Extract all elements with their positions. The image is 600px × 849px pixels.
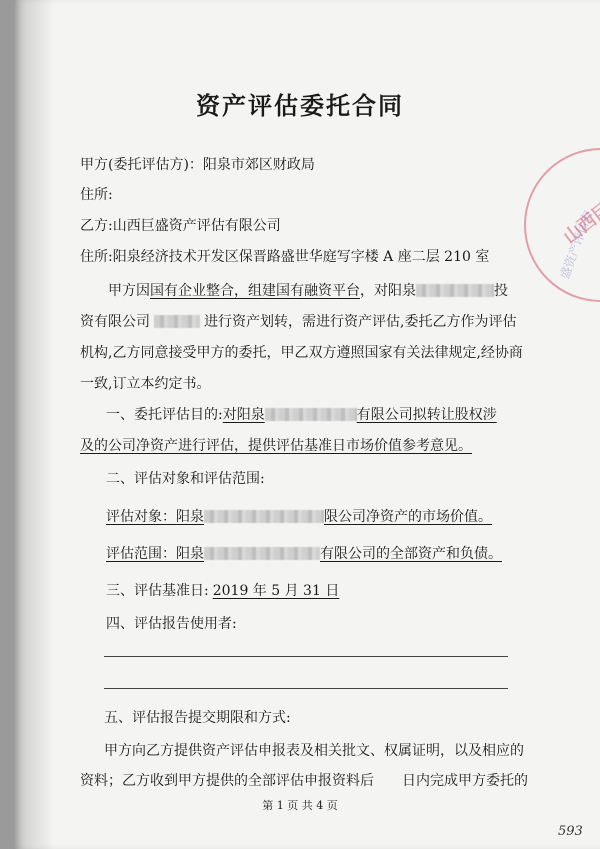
section-5-line-2 (80, 770, 528, 790)
purpose-text: 有限公司拟转让股权涉 (356, 407, 497, 423)
intro-line-4: 一致,订立本约定书。 (80, 376, 211, 392)
page-footer: 第 1 页 共 4 页 (262, 799, 338, 812)
redacted-company-name (204, 510, 324, 523)
object-text: 限公司净资产的市场价值。 (324, 509, 492, 525)
section-1-heading: 一、委托评估目的: (106, 407, 223, 423)
blank-fill-line (104, 688, 508, 689)
intro-line-3: 机构,乙方同意接受甲方的委托，甲乙双方遵照国家有关法律规定,经协商 (80, 345, 523, 361)
intro-text: 投 (494, 283, 508, 299)
document-page (14, 0, 600, 849)
party-a-address: 住所: (80, 187, 113, 203)
section-5-line-1: 甲方向乙方提供资产评估申报表及相关批文、权属证明，以及相应的 (104, 743, 524, 759)
intro-line-1 (108, 280, 508, 300)
object-label: 评估对象：阳泉 (106, 509, 204, 525)
party-b: 乙方:山西巨盛资产评估有限公司 (80, 218, 281, 234)
party-a: 甲方(委托评估方)：阳泉市郊区财政局 (80, 157, 315, 173)
intro-text: 进行资产划转，需进行资产评估,委托乙方作为评估 (204, 314, 517, 330)
valuation-scope (106, 543, 502, 563)
redacted-company-name (204, 547, 320, 560)
redacted-company-name (154, 315, 200, 328)
redacted-company-name (416, 284, 494, 297)
scope-text: 有限公司的全部资产和负债。 (320, 546, 502, 562)
intro-text: 甲方因 (108, 283, 150, 299)
handwritten-page-number: 593 (558, 824, 583, 839)
document-title: 资产评估委托合同 (196, 91, 404, 120)
intro-text: ，对阳泉 (360, 283, 416, 299)
page-fold-shadow (14, 0, 54, 849)
redacted-company-name (265, 408, 357, 421)
purpose-text: 对阳泉 (222, 407, 265, 423)
blank-fill-line (104, 656, 508, 657)
section-3-heading: 三、评估基准日: (106, 583, 209, 599)
stamp-inner-text: 盛资产评估有 (557, 208, 596, 281)
party-b-address: 住所:阳泉经济技术开发区保晋路盛世华庭写字楼 A 座二层 210 室 (80, 249, 490, 265)
section-1-line-2: 及的公司净资产进行评估，提供评估基准日市场价值参考意见。 (80, 438, 472, 454)
intro-text: 资有限公司 (80, 314, 150, 330)
section-5-text: 资料；乙方收到甲方提供的全部评估申报资料后 (80, 773, 374, 789)
valuation-object (106, 506, 492, 526)
section-1-line-1 (106, 404, 497, 424)
intro-line-2 (80, 311, 516, 331)
section-4-heading: 四、评估报告使用者: (106, 616, 237, 632)
base-date: 2019 年 5 月 31 日 (212, 583, 340, 599)
section-5-heading: 五、评估报告提交期限和方式: (104, 710, 291, 726)
intro-purpose: 国有企业整合，组建国有融资平台 (150, 283, 360, 299)
scope-label: 评估范围：阳泉 (106, 546, 204, 562)
section-2-heading: 二、评估对象和评估范围: (106, 471, 265, 487)
section-5-text: 日内完成甲方委托的 (402, 773, 528, 789)
section-3 (106, 580, 339, 600)
